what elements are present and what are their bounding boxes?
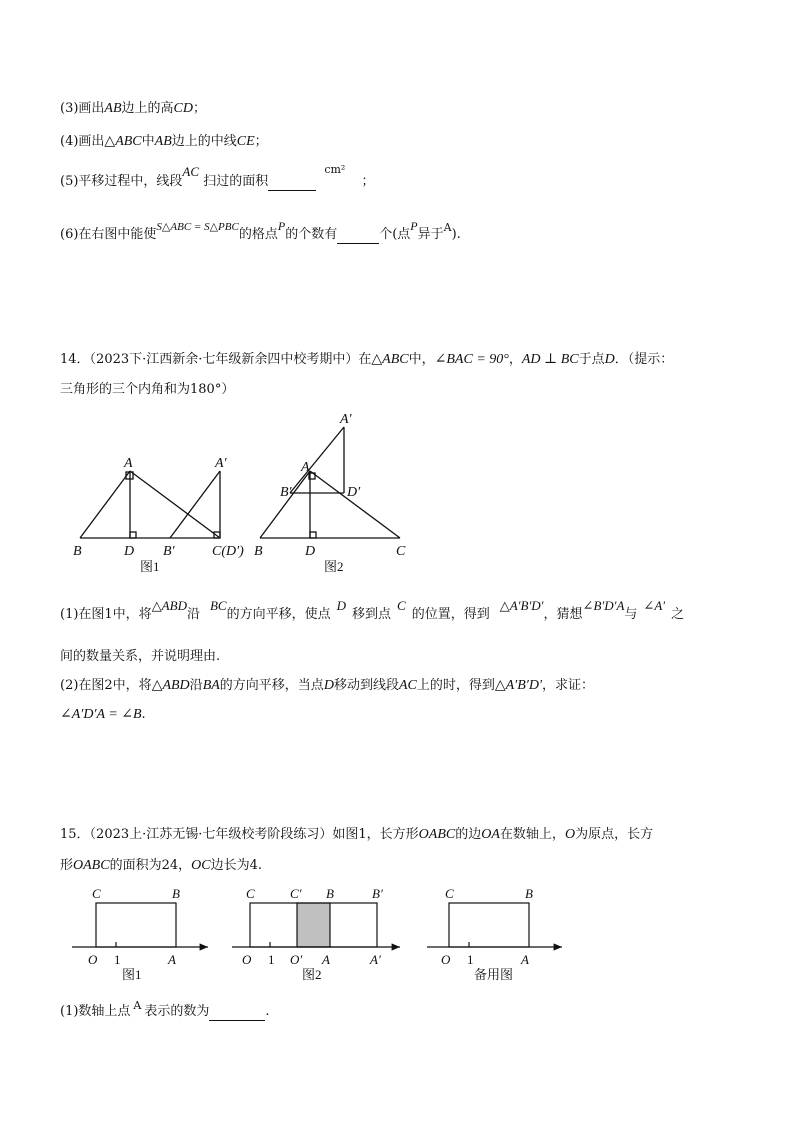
q15-fig1 [72, 903, 208, 947]
label-one-2: 1 [268, 952, 275, 967]
q14-hint: 三角形的三个内角和为180°） [60, 382, 235, 397]
q14-part2: (2)在图2中，将△ABD沿BA的方向平移，当点D移动到线段AC上的时，得到△A′B′D′，求证： [60, 678, 595, 693]
label-A: A [168, 952, 176, 967]
label-Bp: B′ [163, 544, 175, 559]
label-Ap: A′ [370, 952, 381, 967]
label-Dp-2: D′ [347, 485, 361, 500]
label-A-2: A [322, 952, 330, 967]
label-CDp: C(D′) [212, 544, 244, 559]
label-C: C [92, 886, 101, 901]
label-C-2: C [396, 544, 406, 559]
label-Ap: A′ [215, 456, 227, 471]
label-B-2: B [254, 544, 263, 559]
label-D-2: D [305, 544, 316, 559]
q15-fig1-caption: 图1 [122, 967, 142, 982]
q14-part1: (1)在图1中，将△ABD沿BC的方向平移，使点D移到点C的位置，得到△A′B′D′，猜想∠B′D′A与∠A′之 [60, 598, 685, 622]
label-O-3: O [441, 952, 451, 967]
q14-fig1-labels [73, 456, 244, 559]
answer-blank-q15-1[interactable] [209, 1006, 265, 1021]
label-C-2: C [246, 886, 255, 901]
q15-fig3-caption: 备用图 [474, 967, 514, 982]
q15-part1: (1)数轴上点 $^A$ 表示的数为 . [60, 999, 270, 1019]
label-Ap-2: A′ [340, 412, 352, 427]
q14-intro: 14．（2023下·江西新余·七年级新余四中校考期中）在△ABC中，∠BAC = 90°，AD ⊥ BC于点D．（提示： [60, 352, 674, 367]
q15-fig1-labels [88, 886, 180, 967]
q14-part2-line2: ∠A′D′A = ∠B. [60, 707, 146, 722]
q15-figures [60, 878, 580, 988]
q14-fig1-lines [80, 471, 220, 538]
answer-blank-6[interactable] [337, 229, 379, 244]
label-A: A [124, 456, 133, 471]
label-A-3: A [521, 952, 529, 967]
label-C-3: C [445, 886, 454, 901]
label-D: D [124, 544, 135, 559]
q14-fig2-caption: 图2 [324, 559, 344, 574]
q14-part1-line2: 间的数量关系，并说明理由. [60, 649, 221, 664]
label-Cp: C′ [290, 886, 302, 901]
q13-part3: (3)画出AB边上的高CD； [60, 101, 207, 116]
label-A-2: A [301, 460, 310, 475]
label-Op: O′ [290, 952, 303, 967]
label-O: O [88, 952, 98, 967]
q14-fig2-lines [260, 427, 400, 538]
q15-fig2-shade [297, 903, 330, 947]
label-Bp: B′ [372, 886, 383, 901]
q14-fig1-caption: 图1 [140, 559, 160, 574]
q15-fig3 [427, 903, 562, 947]
label-one: 1 [114, 952, 121, 967]
label-B-2: B [326, 886, 334, 901]
q15-intro-line2: 形OABC的面积为24，OC边长为4. [60, 858, 262, 873]
label-B: B [73, 544, 82, 559]
q13-part6: (6)在右图中能使$^{S\triangle ABC = S\triangle PBC}$的格点P的个数有 个(点P异于$^A$). [60, 219, 461, 242]
label-B-3: B [525, 886, 533, 901]
q13-part4: (4)画出△ABC中AB边上的中线CE； [60, 134, 268, 149]
label-Bp-2: B′ [280, 485, 292, 500]
label-O-2: O [242, 952, 252, 967]
q15-fig2-caption: 图2 [302, 967, 322, 982]
label-one-3: 1 [467, 952, 474, 967]
label-B: B [172, 886, 180, 901]
q14-figures [60, 405, 420, 580]
q13-part5: (5)平移过程中，线段AC 扫过的面积 $^{cm^2}$ ； [60, 163, 375, 189]
q15-fig3-labels [441, 886, 533, 967]
answer-blank-5[interactable] [268, 176, 316, 191]
q15-intro: 15．（2023上·江苏无锡·七年级校考阶段练习）如图1，长方形OABC的边OA在数轴上，O为原点，长方 [60, 827, 654, 842]
